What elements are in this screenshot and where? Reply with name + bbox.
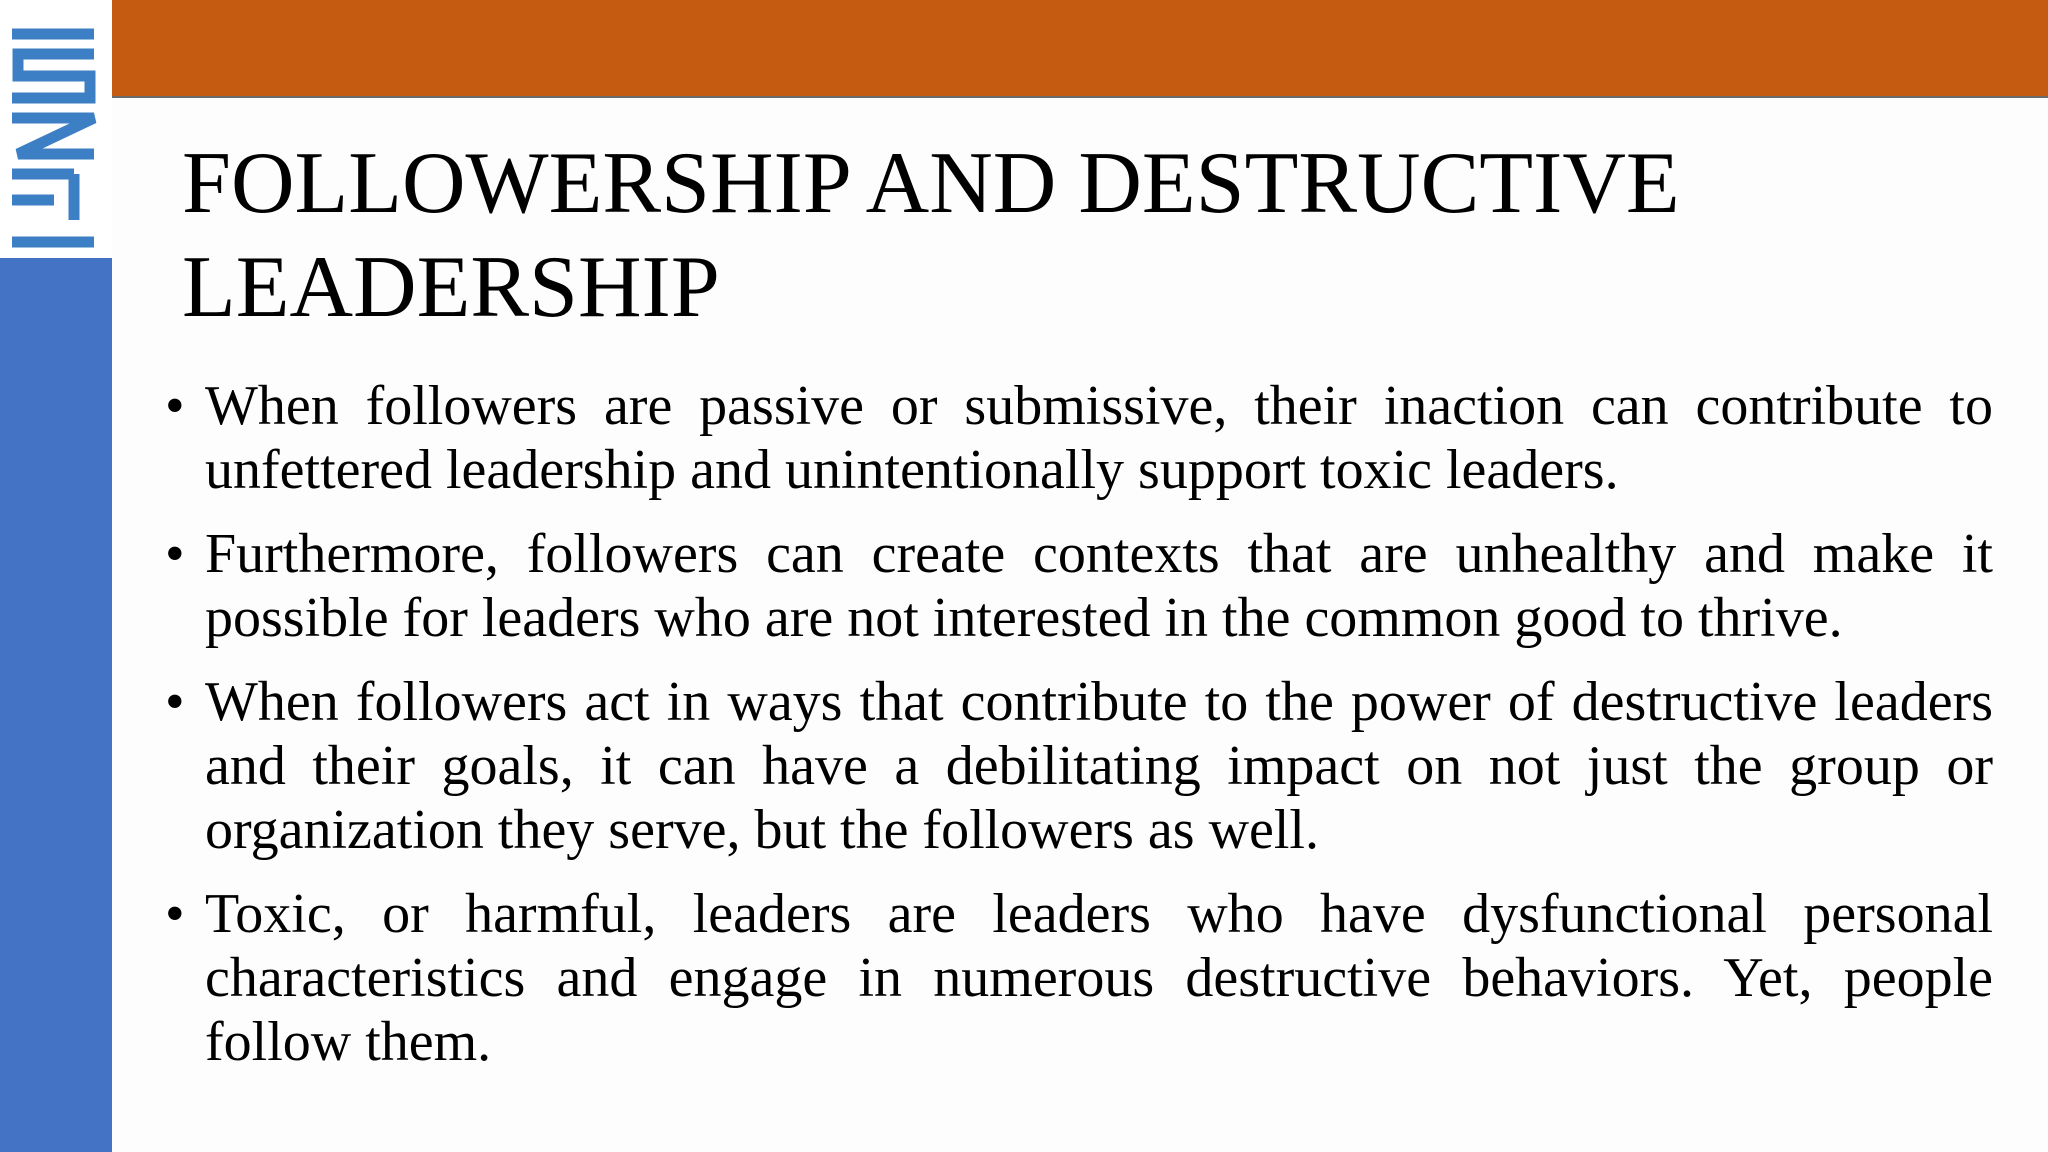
slide-title: FOLLOWERSHIP AND DESTRUCTIVE LEADERSHIP xyxy=(182,135,1680,336)
bullet-item xyxy=(165,374,1993,502)
bullet-marker: • xyxy=(165,523,185,585)
bullet-list xyxy=(165,374,1993,1094)
logo xyxy=(0,0,112,258)
bullet-item xyxy=(165,882,1993,1074)
bullet-marker: • xyxy=(165,883,185,945)
bullet-item xyxy=(165,670,1993,862)
logo-mark-icon xyxy=(4,14,104,254)
bullet-text: Furthermore, followers can create contexts that are unhealthy and make it possible for leaders who are not interested in the common good to thrive. xyxy=(205,523,1993,649)
top-accent-bar xyxy=(112,0,2048,98)
bullet-item xyxy=(165,522,1993,650)
bullet-text: Toxic, or harmful, leaders are leaders who have dysfunctional personal characteristics and engage in numerous destructive behaviors. Yet, people follow them. xyxy=(205,883,1993,1073)
bullet-text: When followers act in ways that contribute to the power of destructive leaders and their goals, it can have a debilitating impact on not just the group or organization they serve, but the followers as well. xyxy=(205,671,1993,861)
bullet-marker: • xyxy=(165,375,185,437)
bullet-text: When followers are passive or submissive, their inaction can contribute to unfettered leadership and unintentionally support toxic leaders. xyxy=(205,375,1993,501)
bullet-marker: • xyxy=(165,671,185,733)
